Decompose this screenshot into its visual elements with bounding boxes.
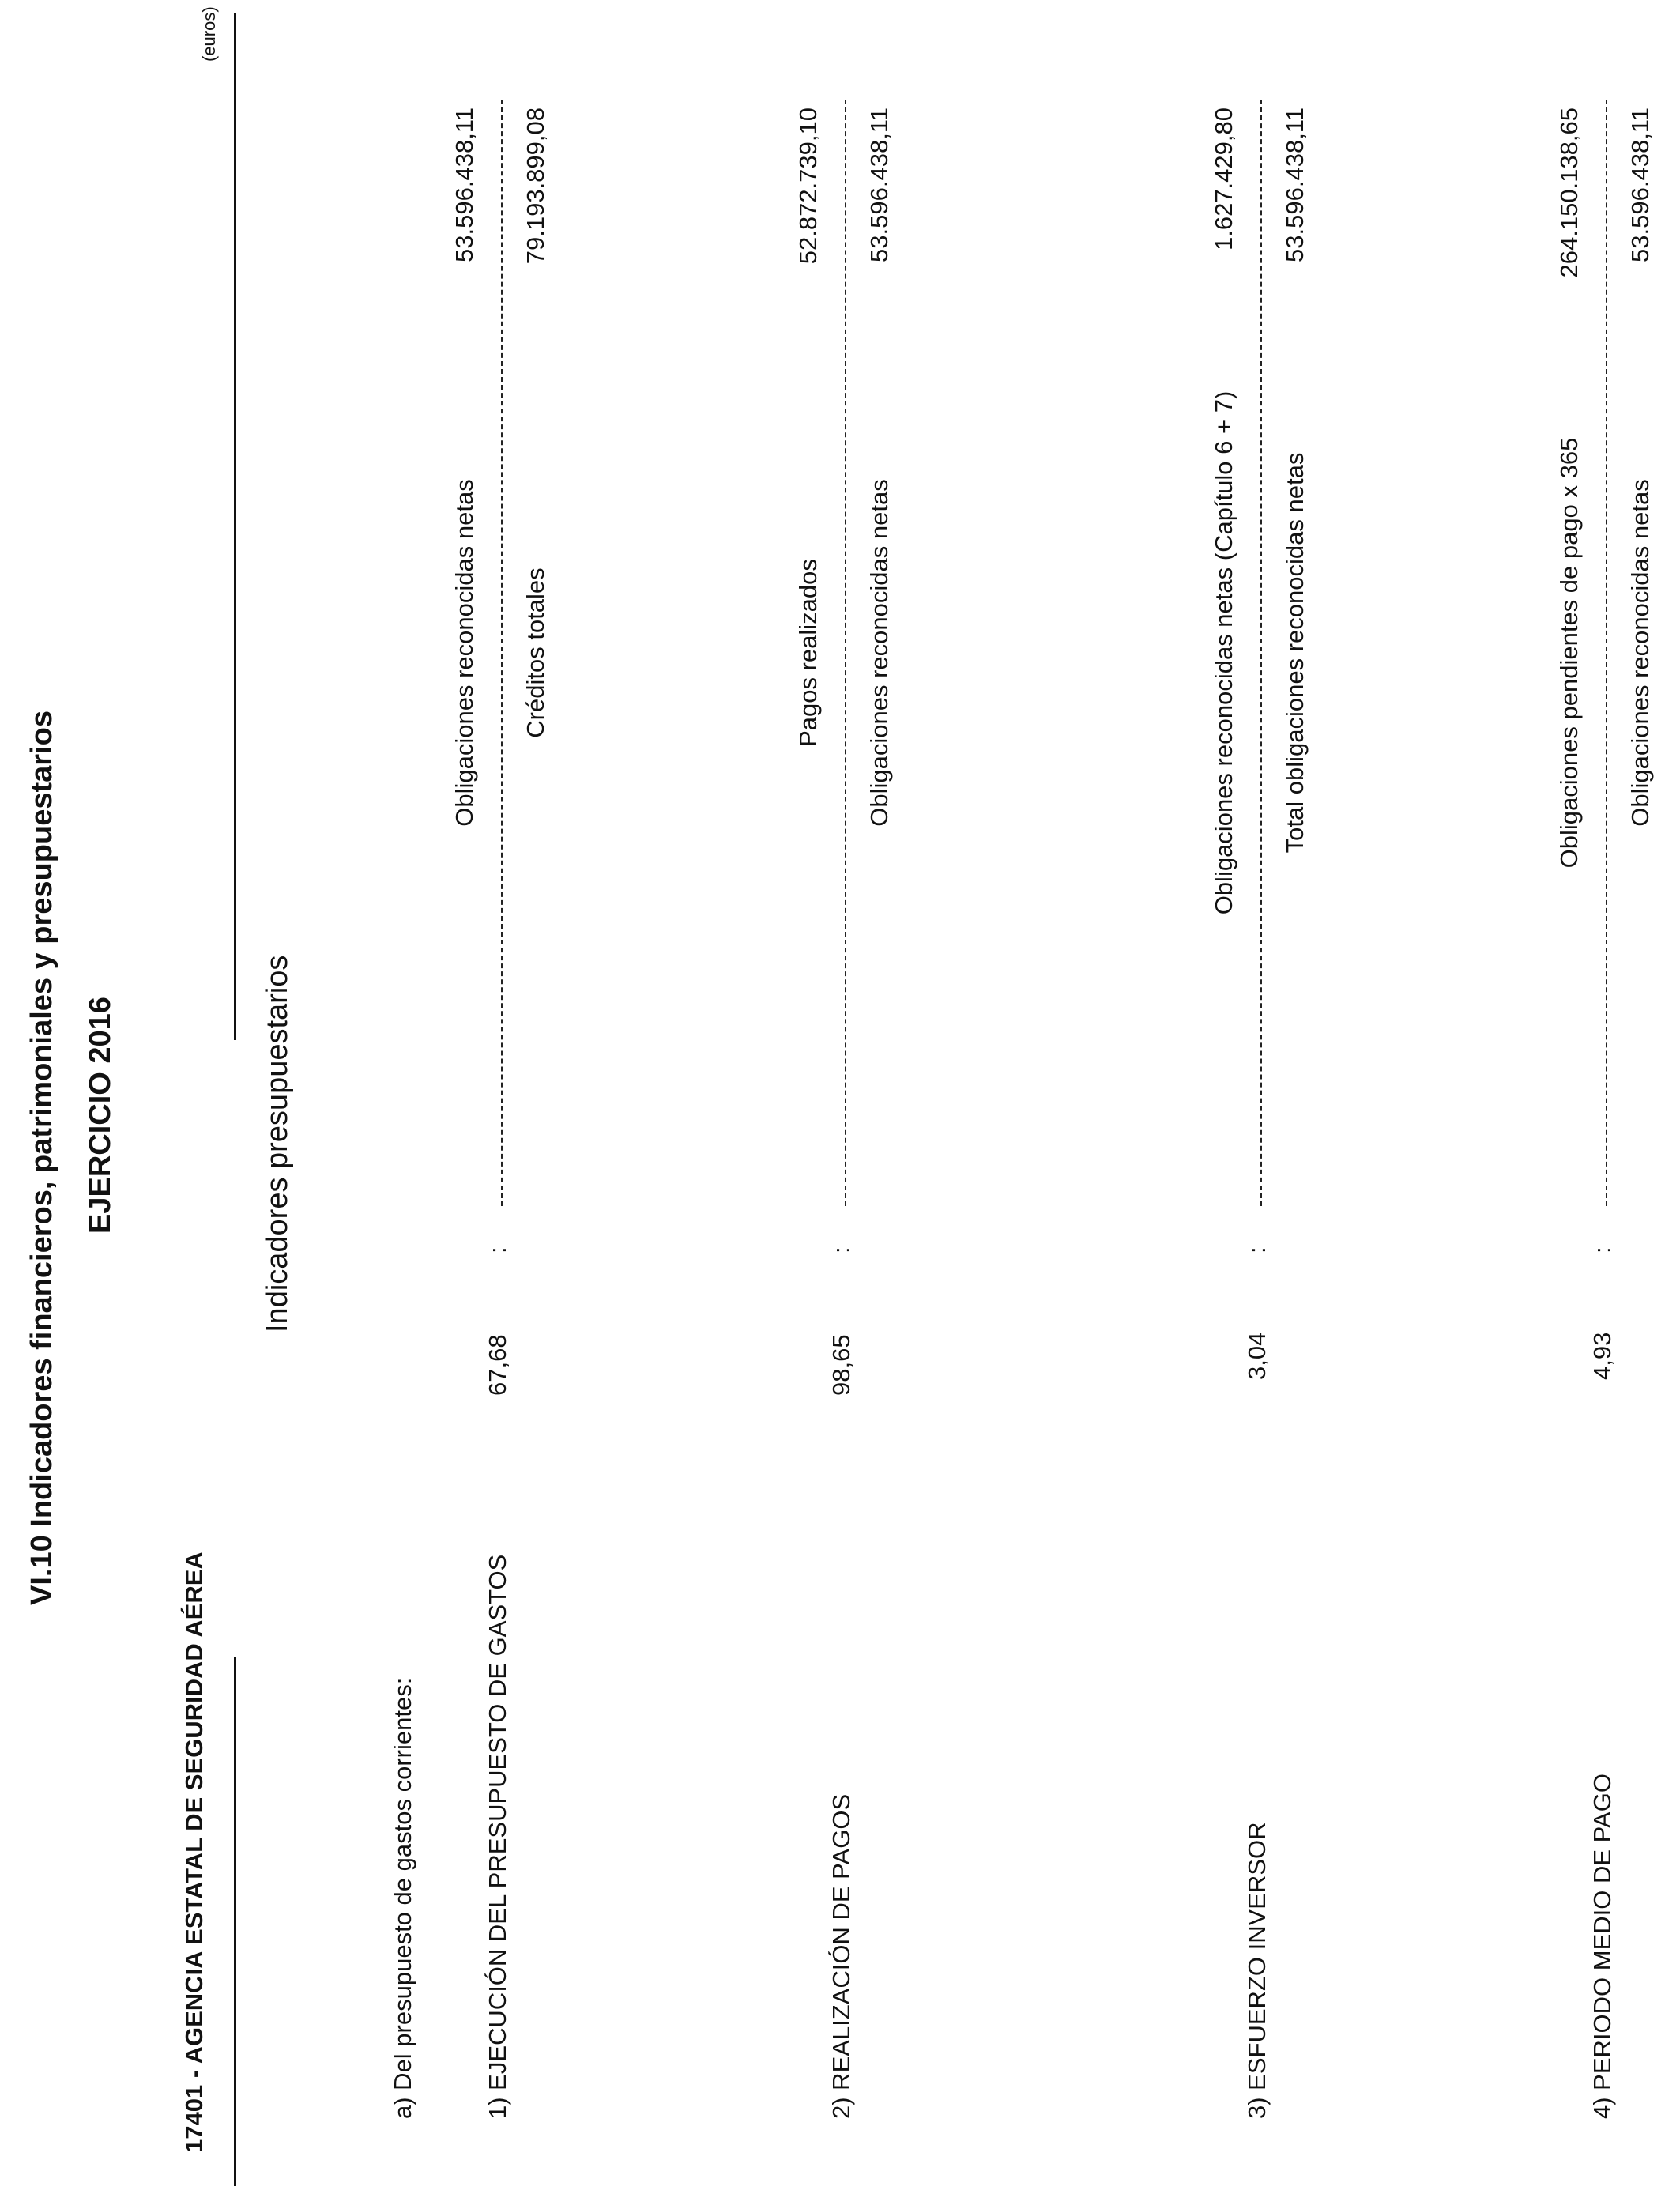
denominator-label: Obligaciones reconocidas netas: [865, 479, 893, 827]
fraction-line: [1260, 100, 1262, 1206]
numerator-label: Obligaciones reconocidas netas (Capítulo 6 + 7): [1210, 390, 1237, 915]
exercise-heading: EJERCICIO 2016: [84, 997, 117, 1234]
indicator-name: 2) REALIZACIÓN DE PAGOS: [827, 1793, 855, 2119]
numerator-value: 52.872.739,10: [794, 107, 822, 265]
denominator-value: 53.596.438,11: [1626, 107, 1654, 262]
numerator-label: Obligaciones reconocidas netas: [450, 479, 478, 827]
header-rule-right: [234, 13, 236, 1040]
numerator-value: 1.627.429,80: [1210, 107, 1237, 251]
denominator-value: 53.596.438,11: [1281, 107, 1309, 262]
numerator-label: Pagos realizados: [794, 559, 822, 747]
indicator-colon: :: [1588, 1246, 1616, 1253]
indicator-name: 4) PERIODO MEDIO DE PAGO: [1588, 1774, 1616, 2119]
indicator-value: 4,93: [1588, 1332, 1616, 1380]
entity-name: 17401 - AGENCIA ESTATAL DE SEGURIDAD AÉREA: [180, 1551, 208, 2153]
report-title: VI.10 Indicadores financieros, patrimoniales y presupuestarios: [25, 711, 58, 1605]
indicator-name: 1) EJECUCIÓN DEL PRESUPUESTO DE GASTOS: [484, 1554, 511, 2119]
denominator-value: 79.193.899,08: [522, 107, 549, 265]
indicator-colon: :: [1243, 1246, 1271, 1253]
fraction-line: [501, 100, 503, 1206]
numerator-value: 264.150.138,65: [1555, 107, 1583, 278]
indicator-value: 67,68: [484, 1334, 511, 1396]
section-subheading: a) Del presupuesto de gastos corrientes:: [389, 1677, 416, 2119]
indicator-name: 3) ESFUERZO INVERSOR: [1243, 1822, 1271, 2119]
fraction-line: [845, 100, 846, 1206]
denominator-label: Total obligaciones reconocidas netas: [1281, 452, 1309, 854]
units-label: (euros): [199, 6, 219, 62]
denominator-label: Obligaciones reconocidas netas: [1626, 479, 1654, 827]
indicator-colon: :: [827, 1246, 855, 1253]
numerator-label: Obligaciones pendientes de pago x 365: [1555, 437, 1583, 869]
indicator-colon: :: [484, 1246, 511, 1253]
fraction-line: [1606, 100, 1607, 1206]
header-rule-left: [234, 1657, 236, 2186]
indicator-value: 98,65: [827, 1334, 855, 1396]
denominator-value: 53.596.438,11: [865, 107, 893, 262]
numerator-value: 53.596.438,11: [450, 107, 478, 262]
section-title: Indicadores presupuestarios: [261, 955, 294, 1333]
denominator-label: Créditos totales: [522, 567, 549, 738]
indicator-value: 3,04: [1243, 1332, 1271, 1380]
